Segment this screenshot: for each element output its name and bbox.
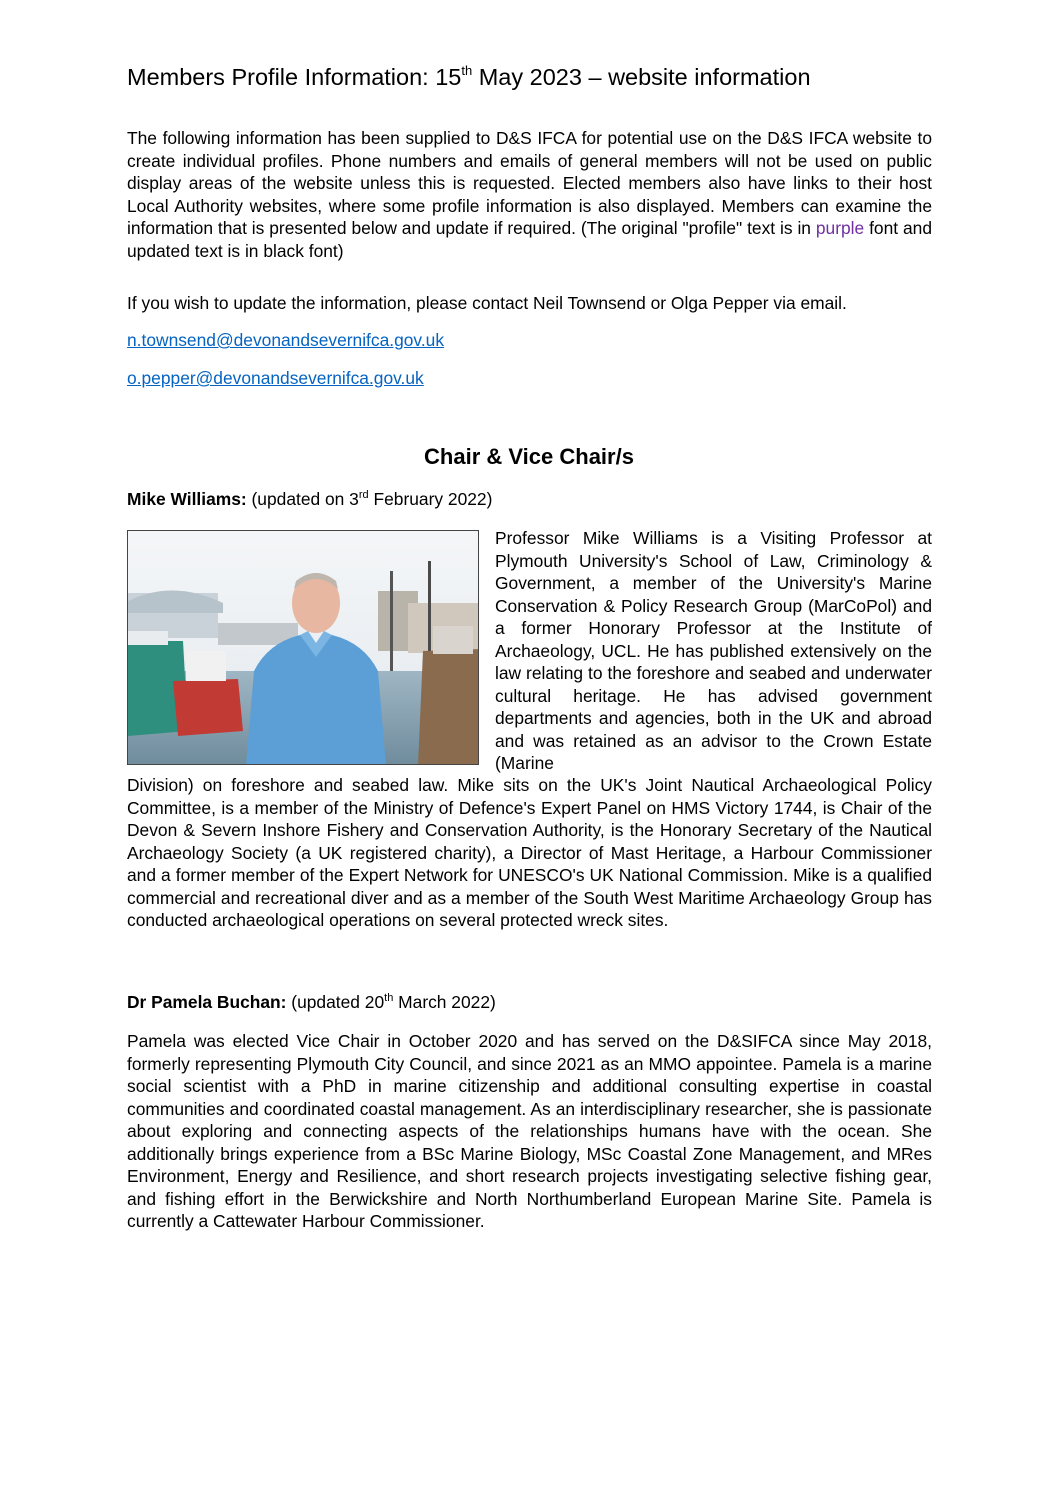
updated-superscript: rd: [358, 489, 369, 501]
title-superscript: th: [461, 63, 473, 78]
contact-paragraph: If you wish to update the information, please contact Neil Townsend or Olga Pepper via email.: [127, 293, 847, 313]
page-title: [127, 62, 947, 92]
bio-text: Professor Mike Williams is a Visiting Professor at Plymouth University's School of Law, Criminology & Government, a member of the University's Marine Conservation & Policy Research Group (MarCoPol) and a former Honorary Professor at the Institute of Archaeology, UCL. He has published extensively on the law relating to the foreshore and seabed and underwater cultural heritage. He has advised government departments and agencies, both in the UK and abroad and was retained as an advisor to the Crown Estate (Marine: [495, 528, 932, 773]
title-main: Members Profile Information: 15: [127, 64, 462, 90]
bio-williams-wrapped: [495, 527, 932, 775]
email-link-townsend[interactable]: n.townsend@devonandsevernifca.gov.uk: [127, 330, 445, 350]
bio-buchan: Pamela was elected Vice Chair in October 2020 and has served on the D&SIFCA since May 2018, formerly representing Plymouth City Council, and since 2021 as an MMO appointee. Pamela is a marine social scientist with a PhD in marine citizenship and additional consulting expertise in coastal communities and coordinated coastal management. As an interdisciplinary researcher, she is passionate about exploring and connecting aspects of the relationships humans have with the ocean. She additionally brings experience from a BSc Marine Biology, MSc Coastal Zone Management, and MRes Environment, Energy and Resilience, and short research projects investigating selective fishing gear, and fishing effort in the Berwickshire and North Northumberland European Marine Site. Pamela is currently a Cattewater Harbour Commissioner.: [127, 1031, 932, 1231]
member-name: Dr Pamela Buchan:: [127, 992, 287, 1012]
bio-williams-continued: [127, 774, 932, 932]
title-rest: May 2023 – website information: [472, 64, 811, 90]
bio-text: Division) on foreshore and seabed law. Mike sits on the UK's Joint Nautical Archaeological Policy Committee, is a member of the Ministry of Defence's Expert Panel on HMS Victory 1744, is Chair of the Devon & Severn Inshore Fishery and Conservation Authority, is the Honorary Secretary of the Nautical Archaeology Society (a UK registered charity), a Director of Mast Heritage, a Harbour Commissioner and a former member of the Expert Network for UNESCO's UK National Commission. Mike is a qualified commercial and recreational diver and as a member of the South West Maritime Archaeology Group has conducted archaeological operations on several protected wreck sites.: [127, 775, 932, 930]
member-photo: [127, 530, 479, 765]
member-heading-buchan: [127, 991, 496, 1013]
intro-paragraph: [127, 127, 932, 262]
member-heading-williams: [127, 488, 492, 510]
updated-prefix: (updated on 3: [246, 489, 359, 509]
updated-suffix: February 2022): [368, 489, 493, 509]
section-heading: Chair & Vice Chair/s: [424, 444, 634, 469]
member-name: Mike Williams:: [127, 489, 247, 509]
email-link-pepper[interactable]: o.pepper@devonandsevernifca.gov.uk: [127, 368, 424, 388]
updated-prefix: (updated 20: [286, 992, 385, 1012]
intro-text: The following information has been supplied to D&S IFCA for potential use on the D&S IFCA website to create individual profiles. Phone numbers and emails of general members will not be used on public display areas of the website unless this is requested. Elected members also have links to their host Local Authority websites, where some profile information is also displayed. Members can examine the information that is presented below and update if required. (The original "profile" text is in: [127, 128, 932, 238]
intro-text-end: font and updated text is in black font): [127, 218, 932, 261]
updated-suffix: March 2022): [393, 992, 496, 1012]
updated-superscript: th: [384, 992, 394, 1004]
purple-word: purple: [815, 218, 865, 238]
